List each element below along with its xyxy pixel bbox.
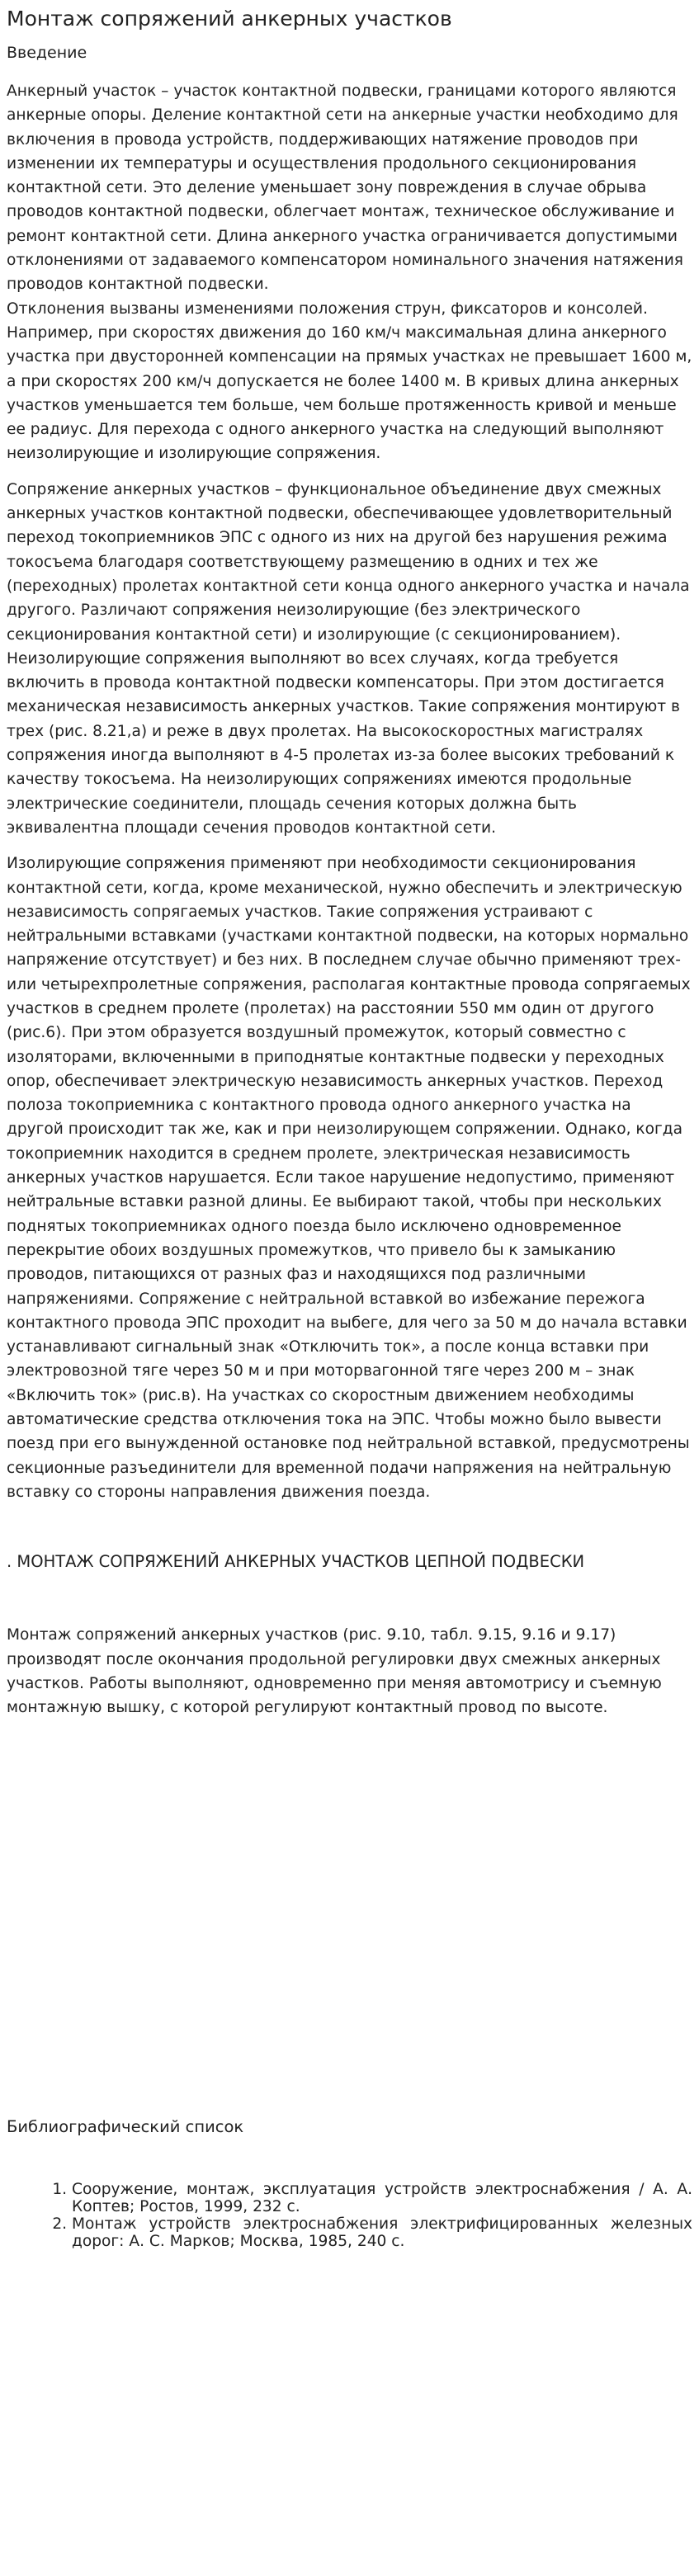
paragraph-deviations: Отклонения вызваны изменениями положения струн, фиксаторов и консолей. Например, при скоростях движения до 160 км/ч максимальная длина анкерного участка при двусторонней компенсации на прямых участках не превышает 1600 м, а при скоростях 200 км/ч допускается не более 1400 м. В кривых длина анкерных участков уменьшается тем больше, чем больше протяженность кривой и меньше ее радиус. Для перехода с одного анкерного участка на следующий выполняют неизолирующие и изолирующие сопряжения. <box>7 300 692 463</box>
bibliography-item: 2. Монтаж устройств электроснабжения электрифицированных железных дорог: А. С. Марков; Москва, 1985, 240 с. <box>72 2215 692 2250</box>
bibliography-item: 1. Сооружение, монтаж, эксплуатация устройств электроснабжения / А. А. Коптев; Ростов, 1999, 232 с. <box>72 2181 692 2215</box>
document-title: Монтаж сопряжений анкерных участков <box>7 7 452 31</box>
section-heading: . МОНТАЖ СОПРЯЖЕНИЙ АНКЕРНЫХ УЧАСТКОВ ЦЕПНОЙ ПОДВЕСКИ <box>7 1552 585 1572</box>
bibliography-list <box>7 2181 692 2250</box>
bibliography-heading: Библиографический список <box>7 2117 244 2136</box>
paragraph-anchor-section-junction: Сопряжение анкерных участков – функциональное объединение двух смежных анкерных участков контактной подвески, обеспечивающее удовлетворительный переход токоприемников ЭПС с одного из них на другой без нарушения режима токосъема благодаря соответствующему размещению в одних и тех же (переходных) пролетах контактной сети конца одного анкерного участка и начала другого. Различают сопряжения неизолирующие (без электрического секционирования контактной сети) и изолирующие (с секционированием). Неизолирующие сопряжения выполняют во всех случаях, когда требуется включить в провода контактной подвески компенсаторы. При этом достигается механическая независимость анкерных участков. Такие сопряжения монтируют в трех (рис. 8.21,а) и реже в двух пролетах. На высокоскоростных магистралях сопряжения иногда выполняют в 4-5 пролетах из-за более высоких требований к качеству токосъема. На неизолирующих сопряжениях имеются продольные электрические соединители, площадь сечения которых должна быть эквивалентна площади сечения проводов контактной сети. <box>7 480 690 837</box>
intro-heading: Введение <box>7 44 87 62</box>
section-paragraph: Монтаж сопряжений анкерных участков (рис. 9.10, табл. 9.15, 9.16 и 9.17) производят после окончания продольной регулировки двух смежных анкерных участков. Работы выполняют, одновременно при меняя автомотрису и съемную монтажную вышку, с которой регулируют контактный провод по высоте. <box>7 1626 662 1717</box>
paragraph-insulating-junctions: Изолирующие сопряжения применяют при необходимости секционирования контактной сети, когда, кроме механической, нужно обеспечить и электрическую независимость сопрягаемых участков. Такие сопряжения устраивают с нейтральными вставками (участками контактной подвески, на которых нормально напряжение отсутствует) и без них. В последнем случае обычно применяют трех-или четырехпролетные сопряжения, располагая контактные провода сопрягаемых участков в среднем пролете (пролетах) на расстоянии 550 мм один от другого (рис.6). При этом образуется воздушный промежуток, который совместно с изоляторами, включенными в приподнятые контактные подвески у переходных опор, обеспечивает электрическую независимость анкерных участков. Переход полоза токоприемника с контактного провода одного анкерного участка на другой происходит так же, как и при неизолирующем сопряжении. Однако, когда токоприемник находится в среднем пролете, электрическая независимость анкерных участков нарушается. Если такое нарушение недопустимо, применяют нейтральные вставки разной длины. Ее выбирают такой, чтобы при нескольких поднятых токоприемниках одного поезда было исключено одновременное перекрытие обоих воздушных промежутков, что привело бы к замыканию проводов, питающихся от разных фаз и находящихся под различными напряжениями. Сопряжение с нейтральной вставкой во избежание пережога контактного провода ЭПС проходит на выбеге, для чего за 50 м до начала вставки устанавливают сигнальный знак «Отключить ток», а после конца вставки при электровозной тяге через 50 м и при моторвагонной тяге через 200 м – знак «Включить ток» (рис.в). На участках со скоростным движением необходимы автоматические средства отключения тока на ЭПС. Чтобы можно было вывести поезд при его вынужденной остановке под нейтральной вставкой, предусмотрены секционные разъединители для временной подачи напряжения на нейтральную вставку со стороны направления движения поезда. <box>7 855 691 1501</box>
paragraph-anchor-section-definition: Анкерный участок – участок контактной подвески, границами которого являются анкерные опоры. Деление контактной сети на анкерные участки необходимо для включения в провода устройств, поддерживающих натяжение проводов при изменении их температуры и осуществления продольного секционирования контактной сети. Это деление уменьшает зону повреждения в случае обрыва проводов контактной подвески, облегчает монтаж, техническое обслуживание и ремонт контактной сети. Длина анкерного участка ограничивается допустимыми отклонениями от задаваемого компенсатором номинального значения натяжения проводов контактной подвески. <box>7 83 683 294</box>
